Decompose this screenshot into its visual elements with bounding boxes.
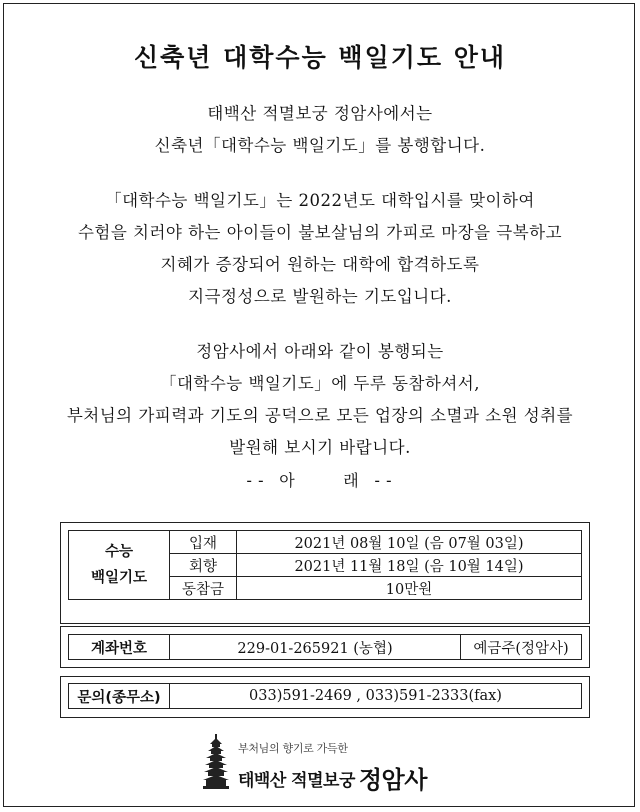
group-label-line: 백일기도 <box>90 570 148 586</box>
purpose-paragraph <box>0 185 640 313</box>
invitation-line: 정암사에서 아래와 같이 봉행되는 <box>196 342 444 361</box>
end-date-value: 2021년 11월 18일 (음 10월 14일) <box>237 554 582 577</box>
inquiry-phones: 033)591-2469 , 033)591-2333(fax) <box>170 684 582 709</box>
section-heading-below: -- 아 래 -- <box>244 471 396 490</box>
pagoda-icon <box>200 734 232 790</box>
fee-label: 동참금 <box>170 577 237 600</box>
end-date-label: 회향 <box>170 554 237 577</box>
intro-paragraph <box>0 98 640 162</box>
start-date-label: 입재 <box>170 531 237 554</box>
purpose-line: 지극정성으로 발원하는 기도입니다. <box>188 287 452 306</box>
purpose-line: 지혜가 증장되어 원하는 대학에 합격하도록 <box>160 255 480 274</box>
inquiry-table <box>68 683 582 709</box>
intro-line: 신축년「대학수능 백일기도」를 봉행합니다. <box>154 136 486 155</box>
account-label: 계좌번호 <box>69 635 170 660</box>
fee-value: 10만원 <box>237 577 582 600</box>
start-date-value: 2021년 08월 10일 (음 07월 03일) <box>237 531 582 554</box>
group-label-line: 수능 <box>104 544 133 560</box>
table-row <box>69 684 582 709</box>
invitation-line: 「대학수능 백일기도」에 두루 동참하셔서, <box>159 374 480 393</box>
invitation-line: 부처님의 가피력과 기도의 공덕으로 모든 업장의 소멸과 소원 성취를 <box>66 406 574 425</box>
account-number: 229-01-265921 (농협) <box>170 635 461 660</box>
purpose-line: 수험을 치러야 하는 아이들이 불보살님의 가피로 마장을 극복하고 <box>77 223 563 242</box>
account-table <box>68 634 582 660</box>
page-title: 신축년 대학수능 백일기도 안내 <box>133 43 507 72</box>
group-label-cell <box>69 531 170 600</box>
invitation-line: 발원해 보시기 바랍니다. <box>229 438 411 457</box>
table-row <box>69 635 582 660</box>
temple-name-main: 정암사 <box>358 766 427 794</box>
table-row <box>69 531 582 554</box>
details-table <box>68 530 582 600</box>
inquiry-label: 문의(종무소) <box>69 684 170 709</box>
intro-line: 태백산 적멸보궁 정암사에서는 <box>207 104 433 123</box>
temple-slogan: 부처님의 향기로 가득한 <box>238 742 348 755</box>
purpose-line: 「대학수능 백일기도」는 2022년도 대학입시를 맞이하여 <box>105 191 535 210</box>
temple-name-prefix: 태백산 적멸보궁 <box>238 771 355 791</box>
account-holder: 예금주(정암사) <box>461 635 582 660</box>
temple-logo <box>200 734 460 794</box>
invitation-paragraph <box>0 336 640 464</box>
temple-name <box>238 758 427 793</box>
